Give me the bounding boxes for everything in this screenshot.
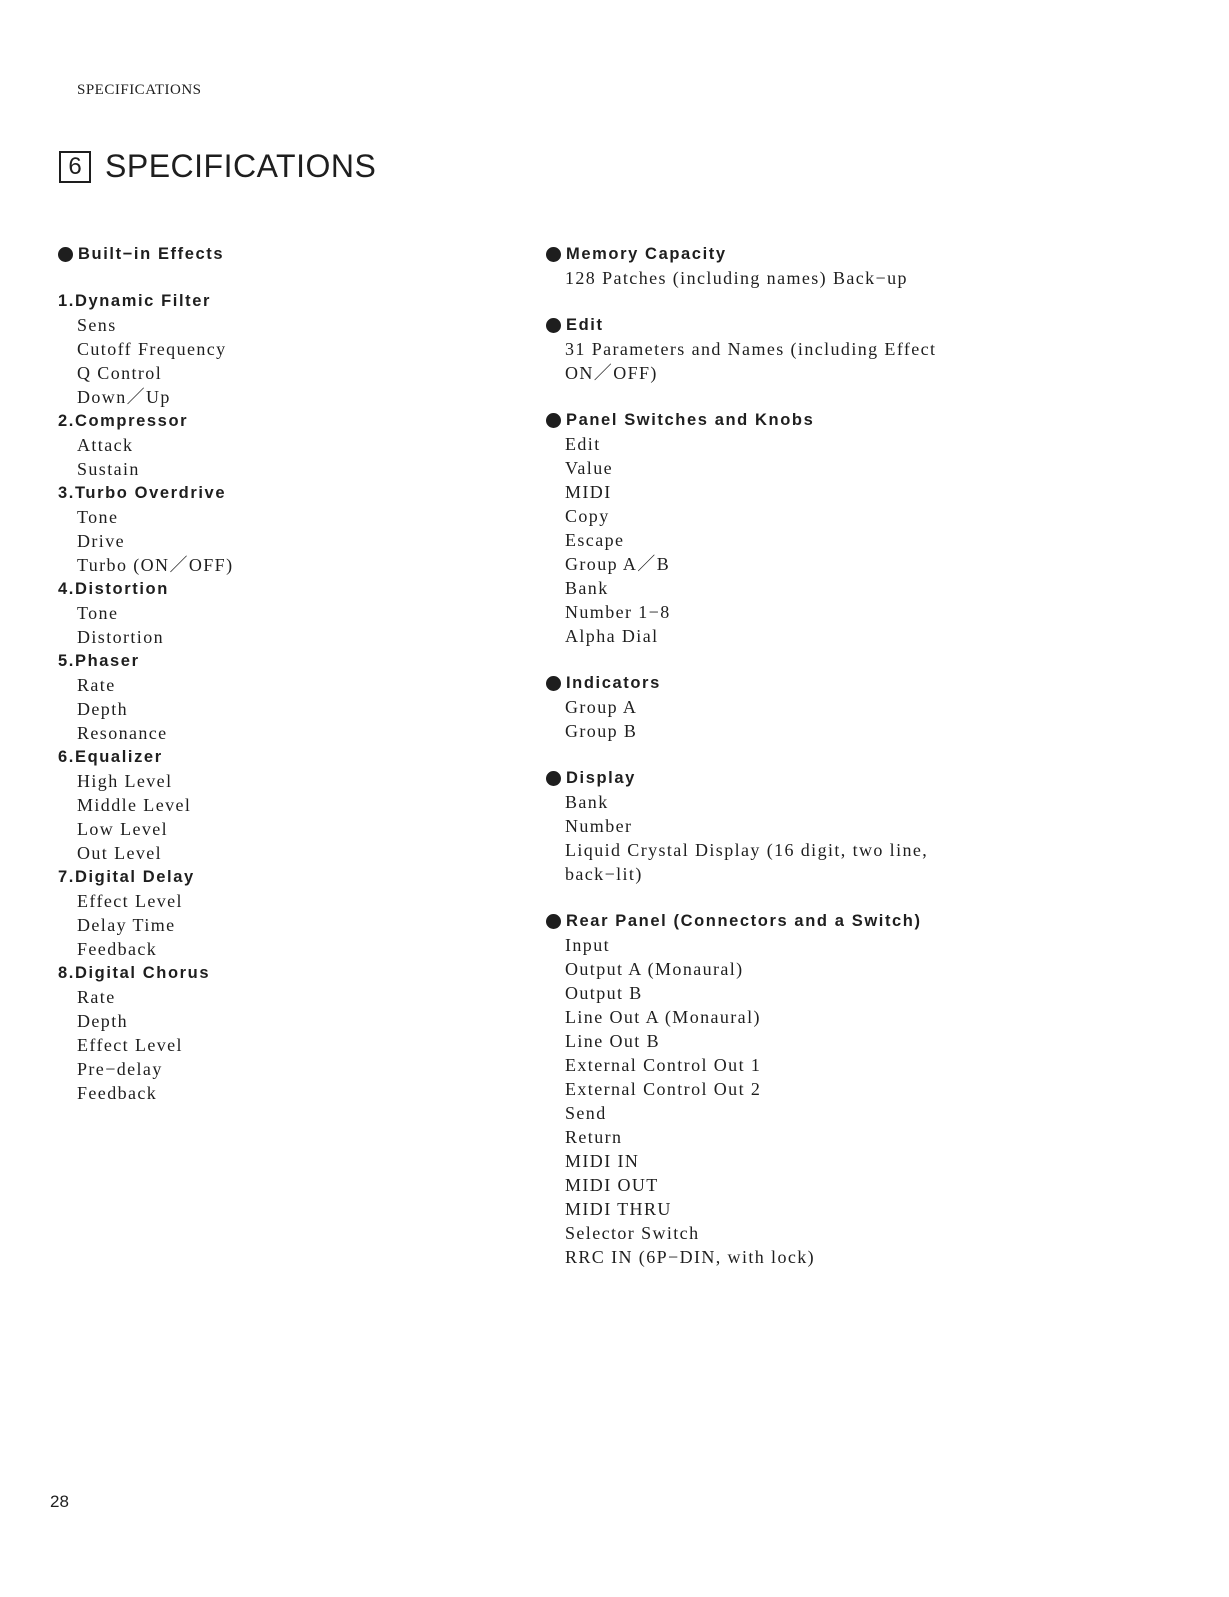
spec-item: Output A (Monaural) xyxy=(565,959,744,979)
section-heading xyxy=(546,313,1186,337)
spec-section xyxy=(546,313,1186,385)
spec-section xyxy=(546,909,1186,1269)
spec-item: External Control Out 2 xyxy=(565,1079,762,1099)
effect-parameter: Pre−delay xyxy=(77,1059,163,1079)
bullet-icon xyxy=(546,771,561,786)
spec-item: External Control Out 1 xyxy=(565,1055,762,1075)
effect-parameter: Tone xyxy=(77,603,119,623)
spec-item: Selector Switch xyxy=(565,1223,700,1243)
bullet-icon xyxy=(58,247,73,262)
effect-parameter: Out Level xyxy=(77,843,163,863)
spec-item: 128 Patches (including names) Back−up xyxy=(565,268,908,288)
section-heading xyxy=(546,671,1186,695)
effects-list xyxy=(58,289,478,1105)
bullet-icon xyxy=(546,413,561,428)
spec-section xyxy=(546,408,1186,648)
effect-group-title: 1.Dynamic Filter xyxy=(58,292,212,310)
effect-parameter: Effect Level xyxy=(77,1035,183,1055)
spec-item: Return xyxy=(565,1127,623,1147)
effect-parameter: Q Control xyxy=(77,363,163,383)
spec-item: Input xyxy=(565,935,610,955)
effect-group-title: 2.Compressor xyxy=(58,412,189,430)
spec-item: MIDI THRU xyxy=(565,1199,672,1219)
spec-item: Bank xyxy=(565,792,609,812)
section-heading-text: Rear Panel (Connectors and a Switch) xyxy=(566,912,922,930)
effect-parameter: Attack xyxy=(77,435,134,455)
spec-section xyxy=(546,766,1186,886)
section-heading-built-in-effects xyxy=(58,242,478,266)
effect-parameter: Feedback xyxy=(77,1083,158,1103)
section-heading xyxy=(546,766,1186,790)
spec-item: Group A／B xyxy=(565,554,671,574)
spec-item: Number 1−8 xyxy=(565,602,671,622)
chapter-number-box: 6 xyxy=(59,151,91,183)
spec-item: Alpha Dial xyxy=(565,626,659,646)
section-heading-text: Panel Switches and Knobs xyxy=(566,411,815,429)
spec-section xyxy=(546,242,1186,290)
effect-group-title: 4.Distortion xyxy=(58,580,169,598)
spec-item: Value xyxy=(565,458,613,478)
effect-parameter: Turbo (ON／OFF) xyxy=(77,555,234,575)
effect-parameter: Distortion xyxy=(77,627,165,647)
section-heading-text: Display xyxy=(566,769,636,787)
section-heading-text: Edit xyxy=(566,316,604,334)
spec-item: Line Out B xyxy=(565,1031,660,1051)
spec-item: MIDI xyxy=(565,482,612,502)
effect-parameter: Rate xyxy=(77,987,116,1007)
effect-parameter: Drive xyxy=(77,531,125,551)
effect-parameter: Depth xyxy=(77,699,128,719)
section-heading-text: Memory Capacity xyxy=(566,245,727,263)
right-column xyxy=(546,242,1186,1292)
effect-parameter: Depth xyxy=(77,1011,128,1031)
spec-item: Output B xyxy=(565,983,643,1003)
effect-parameter: High Level xyxy=(77,771,173,791)
spec-item: ON／OFF) xyxy=(565,363,658,383)
effect-parameter: Tone xyxy=(77,507,119,527)
spec-item: RRC IN (6P−DIN, with lock) xyxy=(565,1247,816,1267)
spec-item: Edit xyxy=(565,434,601,454)
effect-parameter: Rate xyxy=(77,675,116,695)
page-title: SPECIFICATIONS xyxy=(105,148,377,184)
spec-item: Send xyxy=(565,1103,607,1123)
effect-group-title: 7.Digital Delay xyxy=(58,868,195,886)
section-heading-text: Built−in Effects xyxy=(78,245,225,263)
effect-parameter: Resonance xyxy=(77,723,168,743)
effect-parameter: Effect Level xyxy=(77,891,183,911)
bullet-icon xyxy=(546,318,561,333)
effect-parameter: Delay Time xyxy=(77,915,176,935)
spec-item: 31 Parameters and Names (including Effect xyxy=(565,339,937,359)
effect-group-title: 3.Turbo Overdrive xyxy=(58,484,227,502)
spec-item: Group A xyxy=(565,697,638,717)
section-heading-text: Indicators xyxy=(566,674,661,692)
spec-item: MIDI IN xyxy=(565,1151,640,1171)
effect-group-title: 5.Phaser xyxy=(58,652,140,670)
spec-item: Line Out A (Monaural) xyxy=(565,1007,761,1027)
effect-group-title: 8.Digital Chorus xyxy=(58,964,211,982)
page-title-row xyxy=(59,148,376,185)
bullet-icon xyxy=(546,247,561,262)
spec-item: Liquid Crystal Display (16 digit, two line, xyxy=(565,840,929,860)
spec-item: MIDI OUT xyxy=(565,1175,659,1195)
running-header: SPECIFICATIONS xyxy=(77,82,202,98)
spec-item: Copy xyxy=(565,506,610,526)
effect-parameter: Sens xyxy=(77,315,117,335)
effect-parameter: Middle Level xyxy=(77,795,192,815)
spec-item: back−lit) xyxy=(565,864,643,884)
effect-parameter: Feedback xyxy=(77,939,158,959)
left-column xyxy=(58,242,478,1105)
effect-parameter: Sustain xyxy=(77,459,140,479)
spec-item: Group B xyxy=(565,721,638,741)
effect-parameter: Low Level xyxy=(77,819,169,839)
section-heading xyxy=(546,242,1186,266)
section-heading xyxy=(546,408,1186,432)
spec-item: Escape xyxy=(565,530,625,550)
bullet-icon xyxy=(546,676,561,691)
effect-parameter: Down／Up xyxy=(77,387,171,407)
spec-item: Number xyxy=(565,816,633,836)
page-number: 28 xyxy=(50,1492,69,1511)
effect-group-title: 6.Equalizer xyxy=(58,748,163,766)
section-heading xyxy=(546,909,1186,933)
effect-parameter: Cutoff Frequency xyxy=(77,339,227,359)
spec-section xyxy=(546,671,1186,743)
spec-item: Bank xyxy=(565,578,609,598)
bullet-icon xyxy=(546,914,561,929)
